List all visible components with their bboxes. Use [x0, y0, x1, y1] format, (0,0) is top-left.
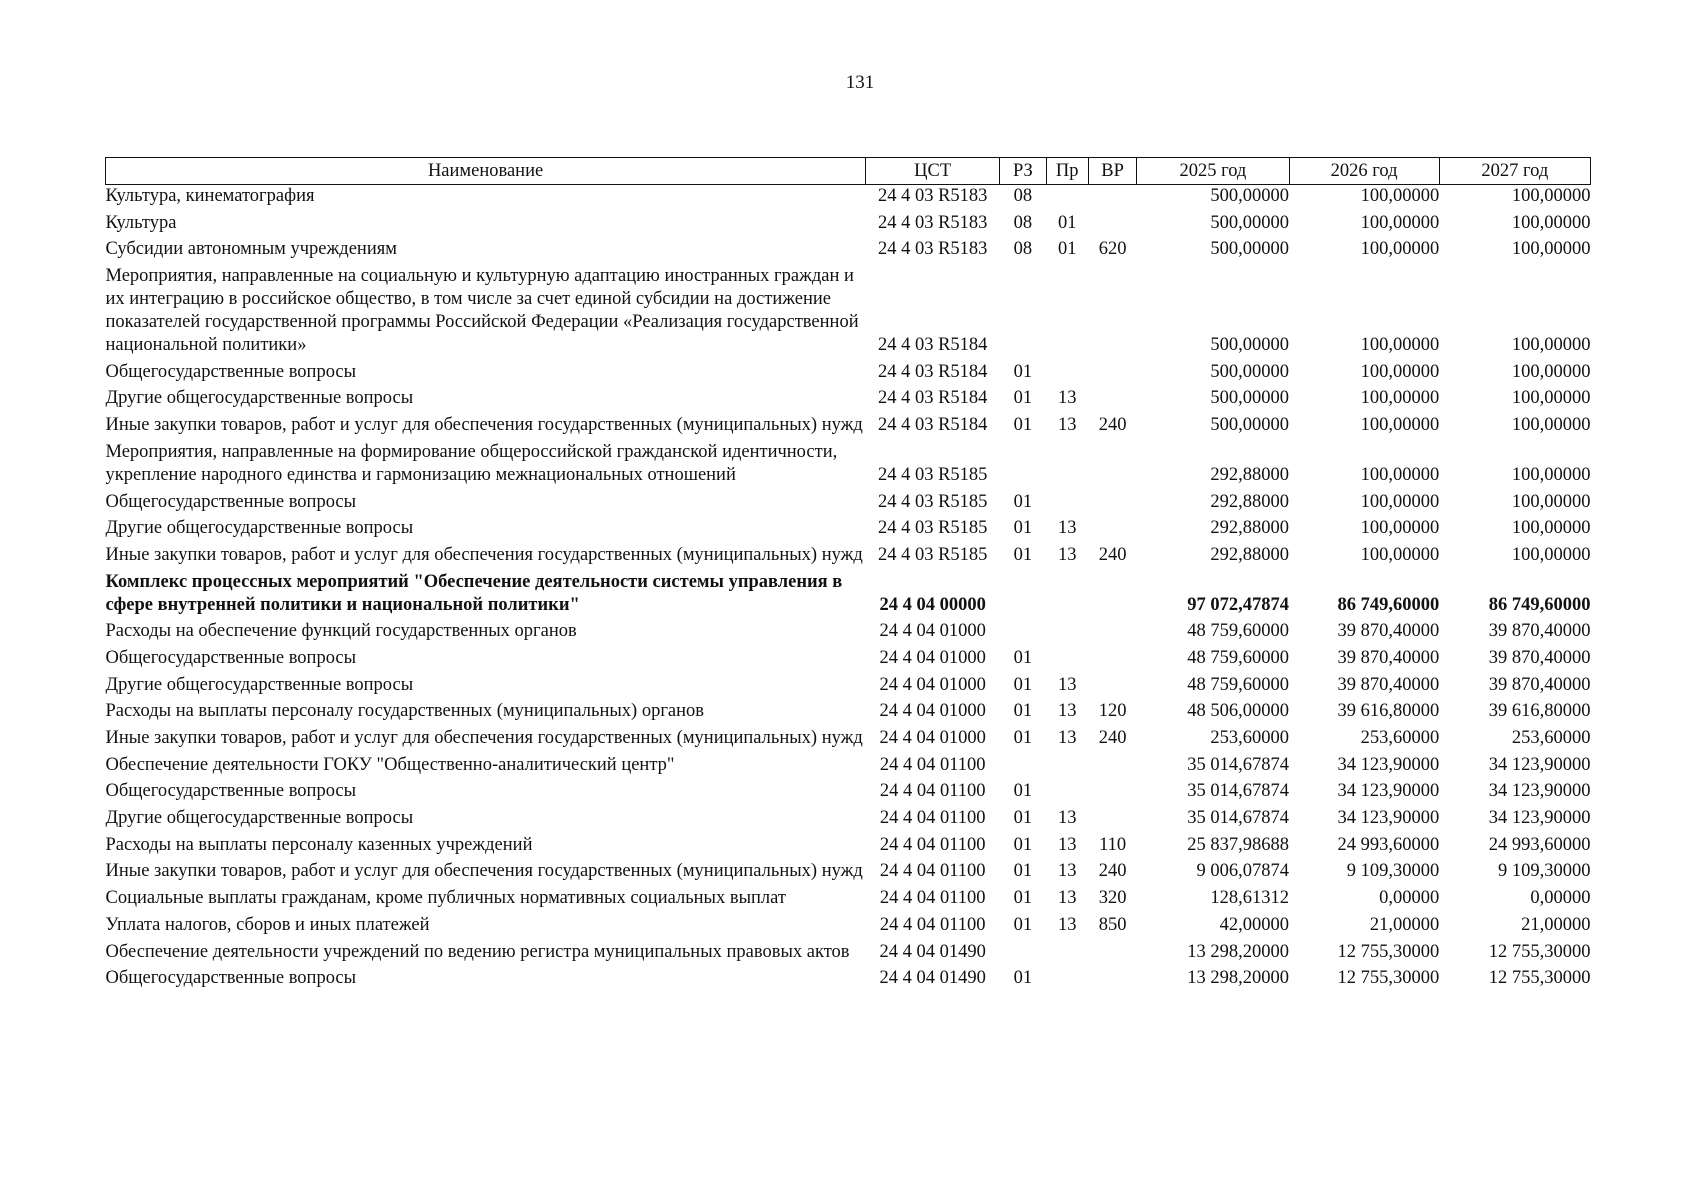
header-year-2027: 2027 год: [1439, 158, 1590, 185]
cell-name: Расходы на обеспечение функций государственных органов: [105, 621, 577, 642]
table-row: [106, 571, 1591, 621]
cell-cst: 24 4 04 01100: [879, 914, 986, 935]
cell-year-2025: 292,88000: [1210, 544, 1290, 565]
cell-year-2027: 12 755,30000: [1488, 941, 1591, 962]
cell-rz: 01: [1013, 674, 1033, 695]
cell-pr: [1046, 647, 1088, 674]
cell-rz: [1000, 754, 1046, 781]
cell-year-2026: 39 870,40000: [1337, 647, 1440, 668]
cell-cst: 24 4 04 01100: [879, 808, 986, 829]
cell-cst: 24 4 04 01000: [879, 621, 986, 642]
cell-name: Другие общегосударственные вопросы: [105, 388, 414, 409]
cell-year-2025: 48 759,60000: [1187, 621, 1290, 642]
table-row: [106, 860, 1591, 887]
cell-rz: 01: [1013, 361, 1033, 382]
cell-year-2027: 12 755,30000: [1488, 968, 1591, 989]
cell-year-2027: 253,60000: [1511, 728, 1591, 748]
cell-cst: 24 4 03 R5183: [877, 212, 988, 233]
cell-name: Расходы на выплаты персоналу государственных (муниципальных) органов: [105, 701, 705, 722]
cell-cst: 24 4 03 R5183: [877, 239, 988, 260]
cell-year-2025: 48 759,60000: [1187, 647, 1290, 668]
table-row: [106, 265, 1591, 361]
cell-year-2027: 100,00000: [1511, 212, 1591, 233]
cell-vr: [1088, 967, 1136, 994]
cell-year-2025: 35 014,67874: [1187, 808, 1290, 829]
table-row: [106, 834, 1591, 861]
cell-cst: 24 4 03 R5184: [877, 361, 988, 382]
cell-year-2026: 12 755,30000: [1337, 941, 1440, 962]
header-year-2025: 2025 год: [1137, 158, 1289, 185]
table-row: [106, 185, 1591, 212]
cell-rz: 01: [1013, 415, 1033, 436]
cell-pr: 13: [1057, 888, 1077, 909]
cell-year-2025: 9 006,07874: [1196, 861, 1290, 882]
cell-pr: 01: [1057, 212, 1077, 233]
cell-vr: [1088, 441, 1136, 491]
cell-pr: [1046, 491, 1088, 518]
cell-vr: 850: [1098, 914, 1127, 935]
cell-vr: 620: [1098, 239, 1127, 260]
cell-rz: 01: [1013, 808, 1033, 829]
cell-name: Мероприятия, направленные на формирование общероссийской гражданской идентичности, укрепление народного единства и гармонизацию межнациональных отношений: [105, 441, 838, 485]
cell-year-2027: 34 123,90000: [1488, 808, 1591, 829]
cell-year-2026: 100,00000: [1360, 388, 1440, 409]
cell-vr: [1088, 647, 1136, 674]
cell-pr: 13: [1057, 728, 1077, 748]
cell-year-2025: 35 014,67874: [1187, 754, 1290, 775]
table-row: [106, 780, 1591, 807]
cell-rz: 01: [1013, 647, 1033, 668]
cell-rz: [1000, 265, 1046, 361]
cell-rz: [1000, 441, 1046, 491]
table-row: [106, 441, 1591, 491]
table-row: [106, 647, 1591, 674]
cell-rz: 01: [1013, 888, 1033, 909]
cell-rz: 01: [1013, 701, 1033, 722]
cell-year-2026: 39 870,40000: [1337, 674, 1440, 695]
cell-pr: [1046, 967, 1088, 994]
cell-pr: [1046, 941, 1088, 968]
cell-year-2025: 97 072,47874: [1187, 594, 1290, 615]
table-header-row: [106, 158, 1591, 185]
cell-year-2025: 500,00000: [1210, 335, 1290, 356]
cell-pr: 13: [1057, 834, 1077, 855]
cell-year-2027: 39 870,40000: [1488, 647, 1591, 668]
cell-year-2027: 34 123,90000: [1488, 781, 1591, 802]
cell-year-2025: 500,00000: [1210, 361, 1290, 382]
cell-year-2027: 100,00000: [1511, 415, 1591, 436]
cell-pr: 13: [1057, 518, 1077, 539]
table-row: [106, 941, 1591, 968]
cell-year-2025: 48 506,00000: [1187, 701, 1290, 722]
cell-cst: 24 4 04 01100: [879, 888, 986, 909]
cell-pr: [1046, 780, 1088, 807]
header-cst: ЦСТ: [866, 158, 1000, 185]
cell-rz: 08: [1013, 239, 1033, 260]
cell-pr: 13: [1057, 388, 1077, 409]
cell-year-2027: 100,00000: [1511, 388, 1591, 409]
cell-name: Общегосударственные вопросы: [105, 781, 357, 802]
cell-year-2025: 292,88000: [1210, 518, 1290, 539]
cell-name: Обеспечение деятельности учреждений по ведению регистра муниципальных правовых актов: [105, 941, 850, 962]
cell-vr: [1088, 754, 1136, 781]
cell-year-2026: 34 123,90000: [1337, 754, 1440, 775]
cell-rz: [1000, 620, 1046, 647]
cell-pr: 13: [1057, 674, 1077, 695]
cell-name: Иные закупки товаров, работ и услуг для обеспечения государственных (муниципальных) нужд: [105, 415, 863, 436]
cell-year-2025: 500,00000: [1210, 239, 1290, 260]
cell-vr: 240: [1098, 544, 1127, 565]
cell-vr: [1088, 674, 1136, 701]
cell-name: Общегосударственные вопросы: [105, 491, 357, 512]
table-row: [106, 887, 1591, 914]
cell-year-2025: 500,00000: [1210, 388, 1290, 409]
cell-vr: [1088, 185, 1136, 212]
cell-vr: [1088, 491, 1136, 518]
cell-vr: [1088, 361, 1136, 388]
cell-rz: 01: [1013, 491, 1033, 512]
table-row: [106, 517, 1591, 544]
cell-vr: [1088, 387, 1136, 414]
cell-rz: 08: [1013, 212, 1033, 233]
cell-name: Культура: [105, 212, 177, 233]
cell-year-2026: 39 870,40000: [1337, 621, 1440, 642]
cell-name: Комплекс процессных мероприятий "Обеспечение деятельности системы управления в сфере внутренней политики и национальной политики": [105, 571, 843, 615]
cell-year-2027: 100,00000: [1511, 518, 1591, 539]
cell-vr: 110: [1099, 834, 1127, 855]
table-row: [106, 238, 1591, 265]
cell-cst: 24 4 04 01000: [879, 728, 986, 748]
cell-year-2026: 100,00000: [1360, 518, 1440, 539]
cell-year-2026: 39 616,80000: [1337, 701, 1440, 722]
cell-rz: 01: [1013, 388, 1033, 409]
table-row: [106, 674, 1591, 701]
cell-year-2026: 100,00000: [1360, 335, 1440, 356]
cell-pr: [1046, 620, 1088, 647]
table-row: [106, 620, 1591, 647]
cell-year-2025: 13 298,20000: [1187, 968, 1290, 989]
cell-year-2026: 24 993,60000: [1337, 834, 1440, 855]
cell-name: Уплата налогов, сборов и иных платежей: [105, 914, 430, 935]
cell-year-2027: 100,00000: [1511, 361, 1591, 382]
cell-year-2026: 9 109,30000: [1346, 861, 1440, 882]
cell-year-2026: 100,00000: [1360, 239, 1440, 260]
header-year-2026: 2026 год: [1289, 158, 1439, 185]
cell-pr: [1046, 571, 1088, 621]
cell-year-2025: 42,00000: [1219, 914, 1290, 935]
cell-cst: 24 4 04 01490: [879, 968, 986, 989]
cell-year-2026: 21,00000: [1369, 914, 1440, 935]
table-row: [106, 491, 1591, 518]
cell-name: Другие общегосударственные вопросы: [105, 518, 414, 539]
cell-year-2025: 25 837,98688: [1187, 834, 1290, 855]
cell-pr: 13: [1057, 544, 1077, 565]
cell-rz: 01: [1013, 861, 1033, 882]
cell-vr: 120: [1098, 701, 1127, 722]
cell-pr: [1046, 185, 1088, 212]
cell-name: Культура, кинематография: [105, 186, 315, 206]
cell-vr: 320: [1098, 888, 1127, 909]
cell-vr: [1088, 807, 1136, 834]
cell-name: Общегосударственные вопросы: [105, 361, 357, 382]
cell-pr: 13: [1057, 415, 1077, 436]
cell-pr: [1046, 265, 1088, 361]
cell-vr: 240: [1098, 728, 1127, 748]
cell-year-2027: 21,00000: [1521, 914, 1591, 935]
cell-cst: 24 4 04 01100: [879, 754, 986, 775]
table-row: [106, 387, 1591, 414]
cell-year-2025: 253,60000: [1210, 728, 1290, 748]
cell-pr: 13: [1057, 914, 1077, 935]
cell-year-2025: 13 298,20000: [1187, 941, 1290, 962]
header-name: Наименование: [106, 158, 866, 185]
table-row: [106, 414, 1591, 441]
budget-table: [105, 157, 1591, 994]
cell-cst: 24 4 04 01000: [879, 647, 986, 668]
cell-year-2025: 500,00000: [1210, 212, 1290, 233]
cell-year-2026: 100,00000: [1360, 186, 1440, 206]
cell-year-2026: 34 123,90000: [1337, 808, 1440, 829]
cell-rz: [1000, 571, 1046, 621]
cell-pr: 01: [1057, 239, 1077, 260]
cell-rz: 01: [1013, 781, 1033, 802]
cell-year-2025: 128,61312: [1210, 888, 1290, 909]
cell-pr: [1046, 361, 1088, 388]
cell-name: Социальные выплаты гражданам, кроме публичных нормативных социальных выплат: [105, 888, 786, 909]
cell-year-2025: 500,00000: [1210, 415, 1290, 436]
table-row: [106, 700, 1591, 727]
table-body: [106, 185, 1591, 994]
table-row: [106, 754, 1591, 781]
cell-year-2025: 35 014,67874: [1187, 781, 1290, 802]
cell-name: Иные закупки товаров, работ и услуг для обеспечения государственных (муниципальных) нужд: [105, 728, 863, 748]
cell-name: Иные закупки товаров, работ и услуг для обеспечения государственных (муниципальных) нужд: [105, 544, 863, 565]
cell-cst: 24 4 03 R5184: [877, 335, 988, 356]
table-row: [106, 361, 1591, 388]
cell-year-2027: 100,00000: [1511, 239, 1591, 260]
cell-rz: 01: [1013, 834, 1033, 855]
cell-cst: 24 4 04 01490: [879, 941, 986, 962]
cell-pr: [1046, 754, 1088, 781]
cell-name: Субсидии автономным учреждениям: [105, 239, 397, 260]
cell-year-2025: 500,00000: [1210, 186, 1290, 206]
cell-vr: [1088, 571, 1136, 621]
cell-rz: [1000, 941, 1046, 968]
cell-vr: [1088, 212, 1136, 239]
cell-year-2025: 292,88000: [1210, 491, 1290, 512]
cell-year-2027: 0,00000: [1530, 888, 1591, 909]
cell-vr: [1088, 620, 1136, 647]
cell-cst: 24 4 03 R5185: [877, 491, 988, 512]
cell-year-2027: 100,00000: [1511, 186, 1591, 206]
cell-year-2027: 24 993,60000: [1488, 834, 1591, 855]
cell-year-2026: 0,00000: [1379, 888, 1440, 909]
table-row: [106, 727, 1591, 754]
cell-cst: 24 4 04 01000: [879, 701, 986, 722]
cell-name: Расходы на выплаты персоналу казенных учреждений: [105, 834, 533, 855]
cell-name: Другие общегосударственные вопросы: [105, 674, 414, 695]
cell-name: Общегосударственные вопросы: [105, 968, 357, 989]
cell-year-2027: 39 616,80000: [1488, 701, 1591, 722]
table-row: [106, 967, 1591, 994]
cell-year-2025: 48 759,60000: [1187, 674, 1290, 695]
cell-year-2026: 86 749,60000: [1337, 594, 1440, 615]
cell-vr: [1088, 780, 1136, 807]
cell-cst: 24 4 04 01000: [879, 674, 986, 695]
header-vr: ВР: [1088, 158, 1136, 185]
cell-year-2027: 34 123,90000: [1488, 754, 1591, 775]
cell-name: Обеспечение деятельности ГОКУ "Общественно-аналитический центр": [105, 754, 675, 775]
cell-name: Другие общегосударственные вопросы: [105, 808, 414, 829]
cell-year-2027: 9 109,30000: [1498, 861, 1591, 882]
cell-year-2026: 100,00000: [1360, 544, 1440, 565]
cell-year-2026: 100,00000: [1360, 415, 1440, 436]
cell-vr: [1088, 941, 1136, 968]
page-number: 131: [845, 72, 875, 93]
cell-year-2026: 34 123,90000: [1337, 781, 1440, 802]
cell-cst: 24 4 03 R5185: [877, 544, 988, 565]
cell-rz: 08: [1013, 186, 1033, 206]
cell-year-2027: 100,00000: [1511, 464, 1591, 485]
header-pr: Пр: [1046, 158, 1088, 185]
cell-year-2026: 100,00000: [1360, 464, 1440, 485]
cell-vr: [1088, 517, 1136, 544]
cell-name: Мероприятия, направленные на социальную и культурную адаптацию иностранных граждан и их интеграцию в российское общество, в том числе за счет единой субсидии на достижение показателей государственной программы Российской Федерации «Реализация государственной национальной политики»: [105, 266, 859, 356]
cell-cst: 24 4 03 R5184: [877, 388, 988, 409]
table-row: [106, 212, 1591, 239]
cell-year-2025: 292,88000: [1210, 464, 1290, 485]
cell-rz: 01: [1013, 544, 1033, 565]
cell-rz: 01: [1013, 518, 1033, 539]
cell-year-2026: 253,60000: [1360, 728, 1440, 748]
cell-rz: 01: [1013, 968, 1033, 989]
cell-year-2027: 100,00000: [1511, 491, 1591, 512]
cell-vr: 240: [1098, 415, 1127, 436]
cell-cst: 24 4 04 00000: [879, 594, 986, 615]
cell-year-2027: 86 749,60000: [1488, 594, 1591, 615]
table-row: [106, 807, 1591, 834]
cell-year-2026: 100,00000: [1360, 212, 1440, 233]
cell-name: Общегосударственные вопросы: [105, 647, 357, 668]
cell-pr: [1046, 441, 1088, 491]
cell-year-2027: 100,00000: [1511, 544, 1591, 565]
cell-rz: 01: [1013, 914, 1033, 935]
cell-pr: 13: [1057, 861, 1077, 882]
cell-pr: 13: [1057, 808, 1077, 829]
cell-name: Иные закупки товаров, работ и услуг для обеспечения государственных (муниципальных) нужд: [105, 861, 863, 882]
cell-vr: 240: [1098, 861, 1127, 882]
cell-year-2027: 100,00000: [1511, 335, 1591, 356]
cell-rz: 01: [1013, 728, 1033, 748]
cell-year-2027: 39 870,40000: [1488, 621, 1591, 642]
cell-year-2026: 12 755,30000: [1337, 968, 1440, 989]
header-rz: РЗ: [1000, 158, 1046, 185]
cell-year-2027: 39 870,40000: [1488, 674, 1591, 695]
cell-cst: 24 4 04 01100: [879, 834, 986, 855]
cell-vr: [1088, 265, 1136, 361]
cell-year-2026: 100,00000: [1360, 491, 1440, 512]
cell-cst: 24 4 03 R5183: [877, 186, 988, 206]
cell-cst: 24 4 03 R5185: [877, 518, 988, 539]
cell-cst: 24 4 03 R5184: [877, 415, 988, 436]
cell-cst: 24 4 04 01100: [879, 781, 986, 802]
table-row: [106, 914, 1591, 941]
cell-pr: 13: [1057, 701, 1077, 722]
cell-cst: 24 4 04 01100: [879, 861, 986, 882]
table-row: [106, 544, 1591, 571]
cell-year-2026: 100,00000: [1360, 361, 1440, 382]
cell-cst: 24 4 03 R5185: [877, 464, 988, 485]
